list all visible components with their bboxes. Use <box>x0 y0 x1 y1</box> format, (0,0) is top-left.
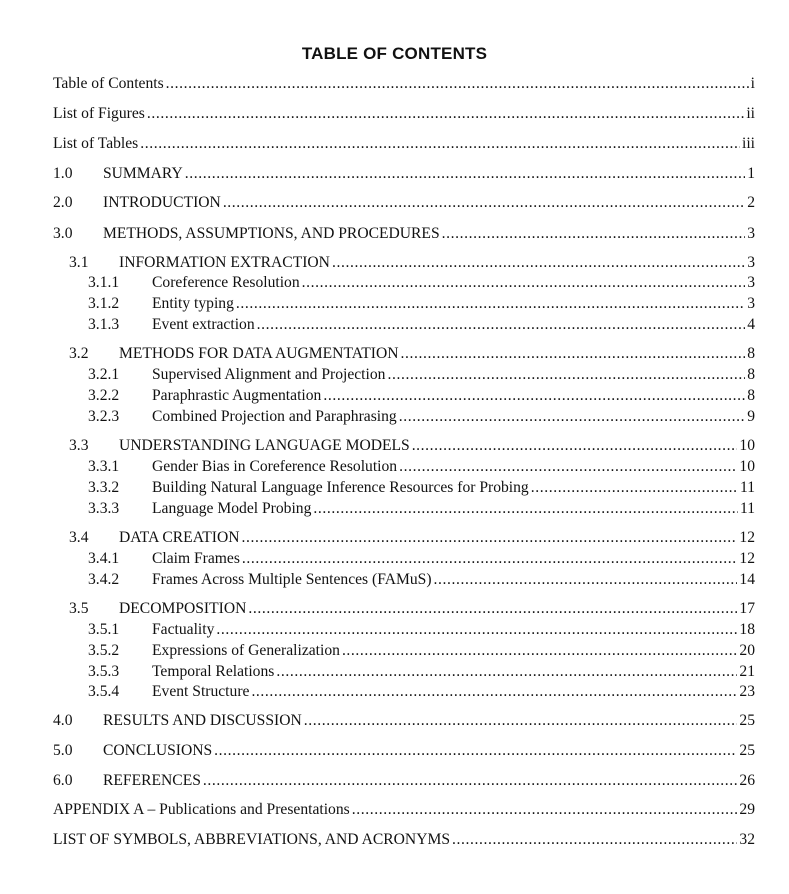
toc-entry-label: Expressions of Generalization <box>152 642 340 659</box>
toc-entry-label: Paraphrastic Augmentation <box>152 387 322 404</box>
leader-dots <box>203 771 737 791</box>
toc-entry-page: 20 <box>739 642 755 659</box>
toc-entry-data-creation[interactable] <box>69 528 755 548</box>
toc-entry-number: 5.0 <box>53 742 73 759</box>
leader-dots <box>399 407 746 427</box>
toc-entry-label: CONCLUSIONS <box>103 742 213 759</box>
toc-entry-label: REFERENCES <box>103 772 201 789</box>
leader-dots <box>412 436 738 456</box>
toc-entry-number: 3.3.2 <box>88 479 120 496</box>
toc-entry-label: List of Figures <box>53 105 145 122</box>
toc-entry-number: 3.3.1 <box>88 458 120 475</box>
toc-entry-label: Entity typing <box>152 295 234 312</box>
toc-entry-page: 2 <box>747 194 755 211</box>
toc-entry-page: 1 <box>747 165 755 182</box>
toc-entry-label: Coreference Resolution <box>152 274 300 291</box>
leader-dots <box>313 499 738 519</box>
toc-entry-page: 8 <box>747 387 755 404</box>
leader-dots <box>442 224 746 244</box>
toc-entry-label: Table of Contents <box>53 75 164 92</box>
toc-entry-number: 3.5.3 <box>88 663 120 680</box>
toc-entry-temporal-relations[interactable] <box>88 662 755 682</box>
toc-entry-page: 3 <box>747 225 755 242</box>
toc-entry-label: Gender Bias in Coreference Resolution <box>152 458 398 475</box>
leader-dots <box>140 134 740 154</box>
toc-entry-page: 11 <box>739 479 755 496</box>
toc-entry-page: iii <box>742 135 755 152</box>
toc-entry-table-of-contents[interactable] <box>53 74 755 94</box>
toc-entry-label: DATA CREATION <box>119 529 240 546</box>
toc-entry-references[interactable] <box>53 771 755 791</box>
leader-dots <box>276 662 737 682</box>
toc-entry-number: 3.0 <box>53 225 73 242</box>
toc-entry-decomposition[interactable] <box>69 599 755 619</box>
toc-entry-label: Event extraction <box>152 316 255 333</box>
toc-entry-number: 3.2.2 <box>88 387 120 404</box>
toc-entry-event-structure[interactable] <box>88 682 755 702</box>
toc-entry-page: 12 <box>739 529 755 546</box>
toc-entry-page: 10 <box>739 437 755 454</box>
toc-entry-label: Language Model Probing <box>152 500 312 517</box>
toc-entry-label: Supervised Alignment and Projection <box>152 366 386 383</box>
toc-entry-number: 4.0 <box>53 712 73 729</box>
toc-entry-page: 9 <box>747 408 755 425</box>
toc-entry-page: 32 <box>739 831 755 848</box>
toc-entry-page: 14 <box>739 571 755 588</box>
toc-entry-label: METHODS FOR DATA AUGMENTATION <box>119 345 399 362</box>
leader-dots <box>147 104 745 124</box>
toc-entry-page: 26 <box>739 772 755 789</box>
toc-entry-label: METHODS, ASSUMPTIONS, AND PROCEDURES <box>103 225 440 242</box>
toc-entry-event-extraction[interactable] <box>88 315 755 335</box>
toc-entry-page: 3 <box>747 295 755 312</box>
toc-entry-appendix-a[interactable] <box>53 800 755 820</box>
toc-entry-page: 29 <box>739 801 755 818</box>
toc-entry-page: 4 <box>747 316 755 333</box>
toc-entry-number: 3.1 <box>69 254 89 271</box>
toc-entry-coreference-resolution[interactable] <box>88 273 755 293</box>
leader-dots <box>332 253 745 273</box>
toc-entry-page: 18 <box>739 621 755 638</box>
leader-dots <box>401 344 746 364</box>
toc-entry-number: 3.2 <box>69 345 89 362</box>
toc-entry-number: 3.3.3 <box>88 500 120 517</box>
leader-dots <box>531 478 738 498</box>
toc-entry-number: 3.5.4 <box>88 683 120 700</box>
toc-entry-number: 3.1.1 <box>88 274 120 291</box>
toc-entry-introduction[interactable] <box>53 193 755 213</box>
leader-dots <box>257 315 746 335</box>
toc-entry-label: Frames Across Multiple Sentences (FAMuS) <box>152 571 432 588</box>
toc-entry-gender-bias[interactable] <box>88 457 755 477</box>
leader-dots <box>352 800 738 820</box>
toc-entry-label: SUMMARY <box>103 165 183 182</box>
leader-dots <box>251 682 737 702</box>
toc-entry-conclusions[interactable] <box>53 741 755 761</box>
toc-entry-label: DECOMPOSITION <box>119 600 247 617</box>
leader-dots <box>223 193 745 213</box>
leader-dots <box>434 570 738 590</box>
toc-entry-language-model-probing[interactable] <box>88 499 755 519</box>
toc-entry-number: 1.0 <box>53 165 73 182</box>
toc-entry-combined-projection[interactable] <box>88 407 755 427</box>
toc-entry-number: 3.1.3 <box>88 316 120 333</box>
toc-entry-page: 12 <box>739 550 755 567</box>
toc-entry-data-augmentation[interactable] <box>69 344 755 364</box>
toc-entry-number: 6.0 <box>53 772 73 789</box>
toc-entry-label: List of Tables <box>53 135 139 152</box>
toc-entry-label: Factuality <box>152 621 215 638</box>
leader-dots <box>399 457 737 477</box>
leader-dots <box>166 74 749 94</box>
leader-dots <box>214 741 737 761</box>
leader-dots <box>185 164 745 184</box>
leader-dots <box>216 620 737 640</box>
toc-entry-number: 3.3 <box>69 437 89 454</box>
toc-entry-label: Building Natural Language Inference Resources for Probing <box>152 479 529 496</box>
toc-entry-label: Temporal Relations <box>152 663 275 680</box>
toc-entry-paraphrastic-augmentation[interactable] <box>88 386 755 406</box>
toc-entry-label: Event Structure <box>152 683 250 700</box>
toc-entry-page: 25 <box>739 712 755 729</box>
toc-entry-page: 17 <box>739 600 755 617</box>
toc-entry-page: 21 <box>739 663 755 680</box>
leader-dots <box>302 273 746 293</box>
toc-entry-label: RESULTS AND DISCUSSION <box>103 712 302 729</box>
toc-entry-page: 3 <box>747 254 755 271</box>
toc-entry-number: 3.4.1 <box>88 550 120 567</box>
toc-entry-claim-frames[interactable] <box>88 549 755 569</box>
toc-entry-page: 10 <box>739 458 755 475</box>
toc-entry-list-of-symbols[interactable] <box>53 830 755 850</box>
page-title: TABLE OF CONTENTS <box>301 44 488 63</box>
toc-entry-list-of-tables[interactable] <box>53 134 755 154</box>
toc-entry-results-and-discussion[interactable] <box>53 711 755 731</box>
toc-entry-information-extraction[interactable] <box>69 253 755 273</box>
toc-entry-page: 8 <box>747 366 755 383</box>
leader-dots <box>323 386 745 406</box>
leader-dots <box>304 711 738 731</box>
toc-entry-nli-resources[interactable] <box>88 478 755 498</box>
leader-dots <box>387 365 745 385</box>
toc-entry-label: APPENDIX A – Publications and Presentations <box>53 801 350 818</box>
toc-entry-number: 3.5.2 <box>88 642 120 659</box>
toc-entry-number: 3.2.1 <box>88 366 120 383</box>
toc-entry-list-of-figures[interactable] <box>53 104 755 124</box>
toc-entry-label: INTRODUCTION <box>103 194 221 211</box>
toc-entry-number: 3.4.2 <box>88 571 120 588</box>
toc-entry-label: Claim Frames <box>152 550 240 567</box>
leader-dots <box>242 549 737 569</box>
toc-entry-famus[interactable] <box>88 570 755 590</box>
leader-dots <box>342 641 737 661</box>
toc-entry-page: 23 <box>739 683 755 700</box>
toc-entry-page: 11 <box>739 500 755 517</box>
leader-dots <box>241 528 737 548</box>
toc-entry-supervised-alignment[interactable] <box>88 365 755 385</box>
toc-entry-expressions-of-generalization[interactable] <box>88 641 755 661</box>
toc-entry-number: 3.4 <box>69 529 89 546</box>
toc-entry-number: 3.5.1 <box>88 621 120 638</box>
toc-entry-label: Combined Projection and Paraphrasing <box>152 408 397 425</box>
toc-entry-page: 25 <box>739 742 755 759</box>
toc-entry-number: 3.5 <box>69 600 89 617</box>
leader-dots <box>452 830 737 850</box>
toc-entry-entity-typing[interactable] <box>88 294 755 314</box>
toc-entry-page: 3 <box>747 274 755 291</box>
toc-entry-page: ii <box>746 105 755 122</box>
toc-entry-page: i <box>750 75 755 92</box>
leader-dots <box>248 599 737 619</box>
toc-entry-page: 8 <box>747 345 755 362</box>
toc-entry-understanding-language-models[interactable] <box>69 436 755 456</box>
toc-entry-number: 3.2.3 <box>88 408 120 425</box>
leader-dots <box>236 294 745 314</box>
toc-entry-methods[interactable] <box>53 224 755 244</box>
toc-entry-number: 3.1.2 <box>88 295 120 312</box>
toc-entry-label: INFORMATION EXTRACTION <box>119 254 330 271</box>
toc-entry-summary[interactable] <box>53 164 755 184</box>
toc-entry-factuality[interactable] <box>88 620 755 640</box>
toc-entry-label: UNDERSTANDING LANGUAGE MODELS <box>119 437 410 454</box>
toc-entry-number: 2.0 <box>53 194 73 211</box>
toc-entry-label: LIST OF SYMBOLS, ABBREVIATIONS, AND ACRONYMS <box>53 831 450 848</box>
